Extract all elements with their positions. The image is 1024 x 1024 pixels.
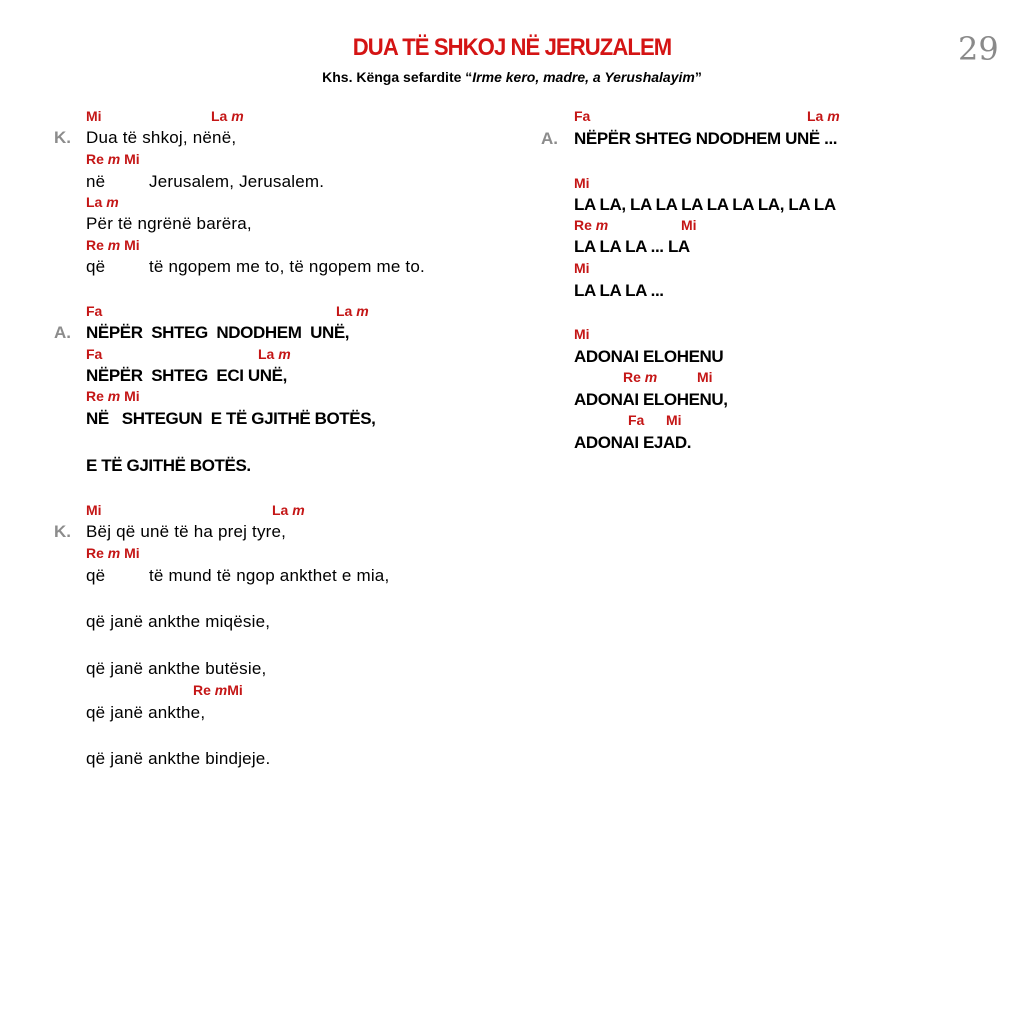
chord: Mi <box>697 369 713 385</box>
chorus-line: E TË GJITHË BOTËS. <box>86 456 251 475</box>
lyric-line: që <box>86 566 106 585</box>
page-number: 29 <box>958 30 999 68</box>
chord: Re m <box>574 217 609 233</box>
lyric-line: të ngopem me to, të ngopem me to. <box>149 257 425 276</box>
chorus-line: ADONAI ELOHENU <box>574 347 724 366</box>
chord: La m <box>258 346 291 362</box>
lyric-line: që <box>86 257 106 276</box>
lyric-line: Dua të shkoj, nënë, <box>86 128 237 147</box>
chorus-line: NËPËR SHTEG NDODHEM UNË ... <box>574 129 838 148</box>
lyric-line: që janë ankthe miqësie, <box>86 612 271 631</box>
chord: Re m Mi <box>86 545 140 561</box>
lyric-line: Jerusalem, Jerusalem. <box>149 172 325 191</box>
verse-marker: K. <box>54 128 71 147</box>
chord: Re m Mi <box>86 151 140 167</box>
song-subtitle <box>0 69 1024 85</box>
chorus-line: NËPËR SHTEG NDODHEM UNË, <box>86 323 350 342</box>
subtitle-prefix: Khs. Kënga sefardite “ <box>322 69 473 85</box>
lyric-line: në <box>86 172 106 191</box>
chord: Re m Mi <box>86 388 140 404</box>
lyric-line: që janë ankthe, <box>86 703 206 722</box>
lyric-line: Për të ngrënë barëra, <box>86 214 252 233</box>
chord: Re m <box>623 369 658 385</box>
chord: Mi <box>86 502 102 518</box>
chord: Fa <box>628 412 645 428</box>
chord: Mi <box>574 326 590 342</box>
chord: Mi <box>574 175 590 191</box>
lyric-line: Bëj që unë të ha prej tyre, <box>86 522 287 541</box>
chord: Re mMi <box>193 682 243 698</box>
chorus-line: LA LA LA ... <box>574 281 664 300</box>
chorus-line: NË SHTEGUN E TË GJITHË BOTËS, <box>86 409 376 428</box>
verse-marker: K. <box>54 522 71 541</box>
chord: Fa <box>574 108 591 124</box>
chord: Mi <box>681 217 697 233</box>
chord: La m <box>86 194 119 210</box>
chorus-marker: A. <box>54 323 71 342</box>
lyric-line: që janë ankthe bindjeje. <box>86 749 271 768</box>
chorus-line: NËPËR SHTEG ECI UNË, <box>86 366 287 385</box>
chord: La m <box>807 108 840 124</box>
chord: La m <box>336 303 369 319</box>
subtitle-suffix: ” <box>694 69 702 85</box>
chorus-line: LA LA LA ... LA <box>574 237 690 256</box>
chord: Mi <box>666 412 682 428</box>
chord: La m <box>211 108 244 124</box>
chorus-line: ADONAI EJAD. <box>574 433 692 452</box>
chorus-line: LA LA, LA LA LA LA LA LA, LA LA <box>574 195 836 214</box>
chord: Fa <box>86 303 103 319</box>
chord: Mi <box>86 108 102 124</box>
chord: Re m Mi <box>86 237 140 253</box>
chorus-marker: A. <box>541 129 558 148</box>
lyric-line: që janë ankthe butësie, <box>86 659 267 678</box>
subtitle-original-title: Irme kero, madre, a Yerushalayim <box>472 69 695 85</box>
chord: Fa <box>86 346 103 362</box>
lyric-line: të mund të ngop ankthet e mia, <box>149 566 390 585</box>
chorus-line: ADONAI ELOHENU, <box>574 390 728 409</box>
chord: La m <box>272 502 305 518</box>
song-title: DUA TË SHKOJ NË JERUZALEM <box>352 34 672 61</box>
chord: Mi <box>574 260 590 276</box>
